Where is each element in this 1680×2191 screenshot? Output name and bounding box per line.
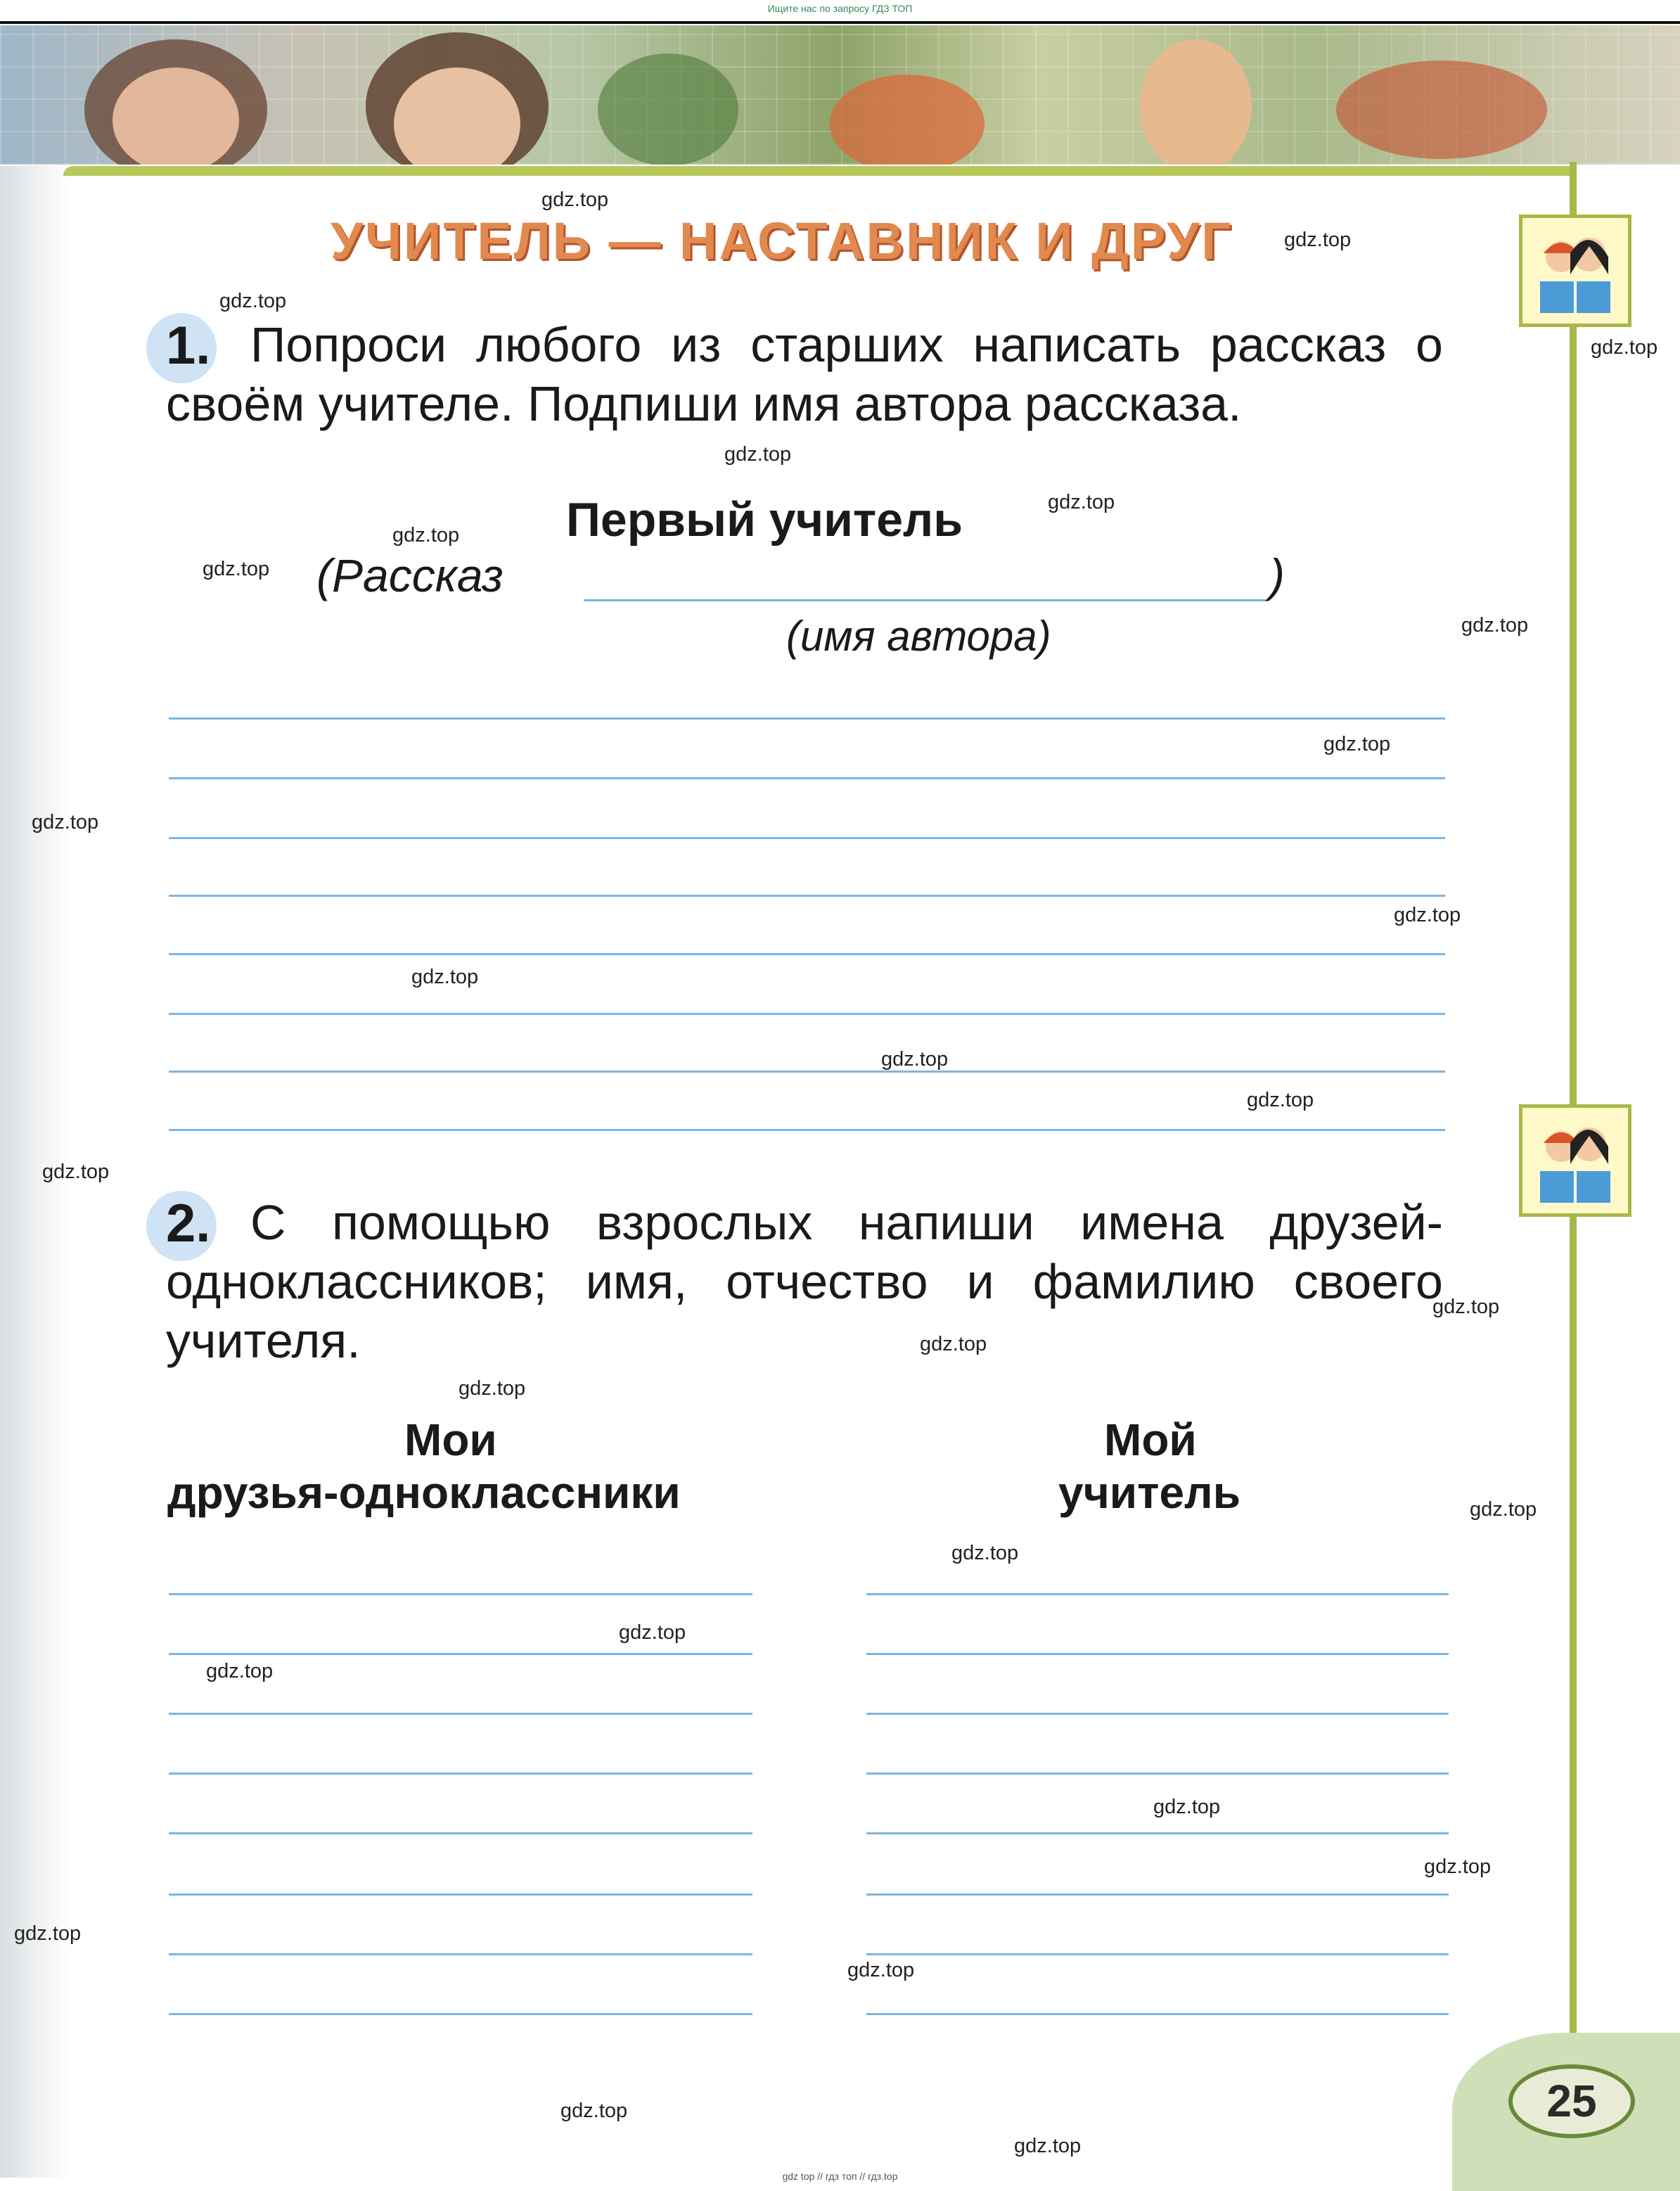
writing-line[interactable] [169,777,1445,779]
writing-line[interactable] [169,717,1445,720]
teacher-name-line[interactable] [866,1832,1449,1834]
friend-name-line[interactable] [169,1653,752,1655]
friend-name-line[interactable] [169,1713,752,1715]
friend-name-line[interactable] [169,1893,752,1896]
writing-line[interactable] [169,1129,1445,1131]
watermark: gdz.top [1461,614,1529,637]
watermark: gdz.top [1323,733,1391,755]
writing-line[interactable] [169,837,1445,839]
watermark: gdz.top [724,443,792,466]
friend-name-line[interactable] [169,1593,752,1595]
teacher-name-line[interactable] [866,1653,1449,1655]
watermark: gdz.top [1048,491,1115,513]
page-title: УЧИТЕЛЬ — НАСТАВНИК И ДРУГ [331,212,1233,270]
watermark: gdz.top [560,2100,628,2122]
top-note: Ищите нас по запросу ГДЗ ТОП [767,3,913,14]
friend-name-line[interactable] [169,1772,752,1775]
watermark: gdz.top [206,1660,274,1682]
page-frame-top [63,166,1575,176]
teacher-name-line[interactable] [866,1893,1449,1896]
task-1-text: Попроси любого из старших написать рассказ о своём учителе. Подпиши имя автора рассказа. [166,317,1443,431]
task-2-number: 2. [166,1194,211,1253]
watermark: gdz.top [1153,1796,1221,1818]
task-1-number: 1. [166,316,211,376]
watermark: gdz.top [1424,1855,1492,1878]
watermark: gdz.top [203,558,270,580]
watermark: gdz.top [1432,1296,1500,1318]
watermark: gdz.top [392,524,460,547]
watermark: gdz.top [1591,336,1658,359]
top-divider [0,21,1680,24]
teacher-name-line[interactable] [866,1953,1449,1955]
watermark: gdz.top [1014,2135,1082,2157]
watermark: gdz.top [32,811,99,833]
watermark: gdz.top [459,1377,526,1400]
page-number: 25 [1546,2076,1597,2126]
watermark: gdz.top [219,290,287,312]
bottom-note: gdz top // гдз топ // гдз.top [782,2171,898,2182]
friend-name-line[interactable] [169,2013,752,2015]
watermark: gdz.top [42,1161,110,1183]
watermark: gdz.top [1470,1498,1537,1521]
author-name-line[interactable] [584,599,1266,601]
teacher-heading-line1: Мой [1104,1414,1197,1465]
watermark: gdz.top [1247,1089,1314,1111]
teacher-name-line[interactable] [866,1772,1449,1775]
teacher-name-line[interactable] [866,2013,1449,2015]
watermark: gdz.top [847,1959,915,1981]
teacher-name-line[interactable] [866,1593,1449,1595]
writing-line[interactable] [169,1071,1445,1073]
watermark: gdz.top [920,1333,987,1355]
teacher-heading-line2: учитель [1058,1467,1241,1518]
watermark: gdz.top [14,1922,82,1945]
friend-name-line[interactable] [169,1832,752,1834]
task-2-text: С помощью взрослых напиши имена друзей-одноклассников; имя, отчество и фамилию своего учителя. [166,1195,1443,1368]
header-banner-illustration [0,25,1680,165]
writing-line[interactable] [169,953,1445,955]
story-suffix: ) [1269,549,1285,601]
watermark: gdz.top [1394,904,1461,926]
friends-heading-line2: друзья-одноклассники [167,1467,681,1518]
watermark: gdz.top [951,1542,1019,1564]
friend-name-line[interactable] [169,1953,752,1955]
author-caption: (имя автора) [786,613,1051,660]
friends-heading-line1: Мои [404,1414,497,1465]
watermark: gdz.top [619,1621,686,1644]
writing-line[interactable] [169,895,1445,897]
watermark: gdz.top [541,189,609,211]
writing-line[interactable] [169,1013,1445,1015]
watermark: gdz.top [411,966,479,988]
story-title: Первый учитель [566,493,963,547]
teacher-name-line[interactable] [866,1713,1449,1715]
watermark: gdz.top [1284,229,1352,251]
reading-children-icon [1519,215,1631,327]
reading-children-icon [1519,1104,1631,1217]
story-prefix: (Рассказ [316,549,504,601]
watermark: gdz.top [881,1048,949,1071]
